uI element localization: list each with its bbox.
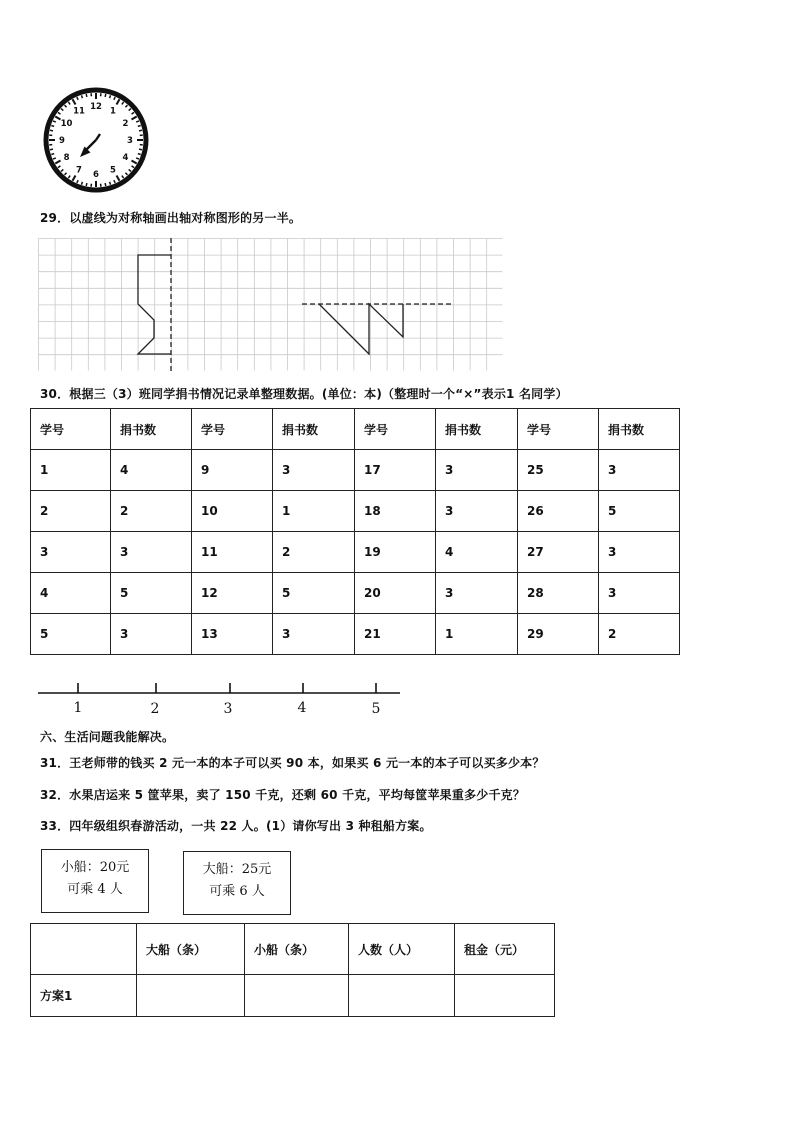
clock-tick xyxy=(81,95,82,98)
table-cell: 3 xyxy=(436,450,518,491)
clock-tick xyxy=(117,176,120,181)
clock-tick xyxy=(53,158,56,159)
section-6-heading: 六、生活问题我能解决。 xyxy=(40,730,175,744)
table-cell: 5 xyxy=(111,573,192,614)
plan-label-cell: 方案1 xyxy=(31,975,137,1017)
big-boat-info xyxy=(183,851,291,915)
clock-tick xyxy=(58,166,60,168)
clock-tick xyxy=(139,149,142,150)
table-cell: 3 xyxy=(111,614,192,655)
clock-tick xyxy=(58,112,60,114)
table-cell: 29 xyxy=(518,614,599,655)
plan-header-cell: 租金（元） xyxy=(455,924,555,975)
clock-tick xyxy=(81,182,82,185)
table-cell: 4 xyxy=(436,532,518,573)
clock-tick xyxy=(61,169,63,171)
plan-header-cell xyxy=(31,924,137,975)
number-line-label: 4 xyxy=(297,700,307,716)
number-line-label: 2 xyxy=(150,701,160,717)
table-cell: 5 xyxy=(273,573,355,614)
clock-figure xyxy=(40,86,152,194)
clock-tick xyxy=(129,169,131,171)
clock-number: 10 xyxy=(60,119,73,129)
clock-tick xyxy=(122,176,124,178)
clock-tick xyxy=(50,130,53,131)
plan-answer-cell[interactable] xyxy=(137,975,245,1017)
small-boat-price: 小船：20元 xyxy=(60,860,130,875)
table-cell: 17 xyxy=(355,450,436,491)
header-cell: 捐书数 xyxy=(599,409,680,450)
clock-tick xyxy=(86,183,87,186)
clock-tick xyxy=(139,130,142,131)
table-cell: 12 xyxy=(192,573,273,614)
table-cell: 26 xyxy=(518,491,599,532)
clock-tick xyxy=(125,105,127,107)
symmetry-grid-figure xyxy=(38,238,504,372)
clock-tick xyxy=(65,105,67,107)
clock-tick xyxy=(65,173,67,175)
clock-tick xyxy=(114,97,115,100)
boat-plan-table xyxy=(30,923,555,1017)
clock-tick xyxy=(125,173,127,175)
clock-number: 6 xyxy=(93,170,99,180)
clock-tick xyxy=(53,121,56,122)
clock-tick xyxy=(110,95,111,98)
table-cell: 19 xyxy=(355,532,436,573)
clock-tick xyxy=(51,125,54,126)
table-cell: 13 xyxy=(192,614,273,655)
clock-tick xyxy=(114,180,115,183)
question-32: 32．水果店运来 5 筐苹果，卖了 150 千克，还剩 60 千克，平均每筐苹果重多少千克？ xyxy=(40,788,526,802)
question-33: 33．四年级组织春游活动，一共 22 人。(1）请你写出 3 种租船方案。 xyxy=(40,819,432,833)
table-cell: 3 xyxy=(436,491,518,532)
clock-number: 1 xyxy=(110,106,116,117)
plan-header-cell: 人数（人） xyxy=(349,924,455,975)
plan-header-cell: 大船（条） xyxy=(137,924,245,975)
number-line-label: 1 xyxy=(73,700,83,716)
clock-tick xyxy=(136,121,139,122)
clock-tick xyxy=(50,149,53,150)
number-line-label: 5 xyxy=(371,701,381,717)
clock-tick xyxy=(110,182,111,185)
header-cell: 捐书数 xyxy=(436,409,518,450)
clock-number: 11 xyxy=(73,106,85,117)
table-cell: 1 xyxy=(436,614,518,655)
clock-tick xyxy=(117,99,120,104)
clock-tick xyxy=(138,125,141,126)
question-31: 31．王老师带的钱买 2 元一本的本子可以买 90 本，如果买 6 元一本的本子可以买多少本？ xyxy=(40,756,545,770)
table-row xyxy=(31,532,680,573)
clock-number: 2 xyxy=(122,119,129,129)
clock-tick xyxy=(51,154,54,155)
table-cell: 3 xyxy=(599,450,680,491)
plan-header-cell: 小船（条） xyxy=(245,924,349,975)
table-cell: 5 xyxy=(31,614,111,655)
table-cell: 3 xyxy=(273,450,355,491)
clock-tick xyxy=(86,94,87,97)
clock-tick xyxy=(68,176,70,178)
table-row xyxy=(31,614,680,655)
table-cell: 20 xyxy=(355,573,436,614)
plan-header-row xyxy=(31,924,555,975)
clock-tick xyxy=(129,109,131,111)
clock-tick xyxy=(105,94,106,97)
table-cell: 5 xyxy=(599,491,680,532)
clock-tick xyxy=(132,166,134,168)
clock-tick xyxy=(68,102,70,104)
plan-answer-cell[interactable] xyxy=(245,975,349,1017)
table-cell: 4 xyxy=(31,573,111,614)
table-cell: 2 xyxy=(31,491,111,532)
clock-tick xyxy=(77,180,78,183)
header-cell: 捐书数 xyxy=(111,409,192,450)
clock-tick xyxy=(73,176,76,181)
plan-row xyxy=(31,975,555,1017)
clock-number: 4 xyxy=(122,153,129,163)
clock-tick xyxy=(122,102,124,104)
table-header-row xyxy=(31,409,680,450)
clock-number: 7 xyxy=(76,165,82,176)
table-cell: 4 xyxy=(111,450,192,491)
table-cell: 1 xyxy=(31,450,111,491)
table-cell: 21 xyxy=(355,614,436,655)
clock-minute-hand xyxy=(96,134,100,140)
clock-number: 12 xyxy=(90,102,102,112)
table-cell: 28 xyxy=(518,573,599,614)
clock-tick xyxy=(132,161,137,164)
table-cell: 11 xyxy=(192,532,273,573)
table-cell: 2 xyxy=(273,532,355,573)
small-boat-capacity: 可乘 4 人 xyxy=(67,882,123,897)
header-cell: 学号 xyxy=(192,409,273,450)
table-row xyxy=(31,573,680,614)
question-30: 30．根据三（3）班同学捐书情况记录单整理数据。(单位：本)（整理时一个“×”表示1 名同学） xyxy=(40,387,568,401)
table-cell: 2 xyxy=(599,614,680,655)
number-line xyxy=(38,678,404,720)
table-cell: 3 xyxy=(436,573,518,614)
header-cell: 学号 xyxy=(31,409,111,450)
header-cell: 学号 xyxy=(518,409,599,450)
table-cell: 3 xyxy=(31,532,111,573)
table-cell: 25 xyxy=(518,450,599,491)
big-boat-capacity: 可乘 6 人 xyxy=(209,884,265,899)
clock-tick xyxy=(55,161,60,164)
clock-tick xyxy=(61,109,63,111)
plan-answer-cell[interactable] xyxy=(455,975,555,1017)
table-cell: 18 xyxy=(355,491,436,532)
clock-tick xyxy=(136,158,139,159)
table-cell: 2 xyxy=(111,491,192,532)
big-boat-price: 大船：25元 xyxy=(202,862,272,877)
clock-tick xyxy=(132,117,137,120)
clock-number: 9 xyxy=(59,136,65,146)
number-line-label: 3 xyxy=(223,701,233,717)
clock-number: 3 xyxy=(127,136,133,146)
clock-tick xyxy=(105,183,106,186)
table-cell: 3 xyxy=(599,573,680,614)
table-cell: 3 xyxy=(111,532,192,573)
clock-tick xyxy=(138,154,141,155)
table-cell: 1 xyxy=(273,491,355,532)
clock-tick xyxy=(77,97,78,100)
question-29: 29．以虚线为对称轴画出轴对称图形的另一半。 xyxy=(40,211,302,225)
clock-number: 8 xyxy=(63,153,70,163)
clock-tick xyxy=(73,99,76,104)
plan-answer-cell[interactable] xyxy=(349,975,455,1017)
clock-tick xyxy=(132,112,134,114)
table-row xyxy=(31,491,680,532)
small-boat-info xyxy=(41,849,149,913)
table-cell: 3 xyxy=(599,532,680,573)
table-cell: 9 xyxy=(192,450,273,491)
header-cell: 学号 xyxy=(355,409,436,450)
header-cell: 捐书数 xyxy=(273,409,355,450)
clock-number: 5 xyxy=(110,165,116,176)
table-row xyxy=(31,450,680,491)
half-shape-right xyxy=(319,304,403,354)
table-cell: 10 xyxy=(192,491,273,532)
table-cell: 3 xyxy=(273,614,355,655)
table-cell: 27 xyxy=(518,532,599,573)
donation-record-table xyxy=(30,408,680,655)
